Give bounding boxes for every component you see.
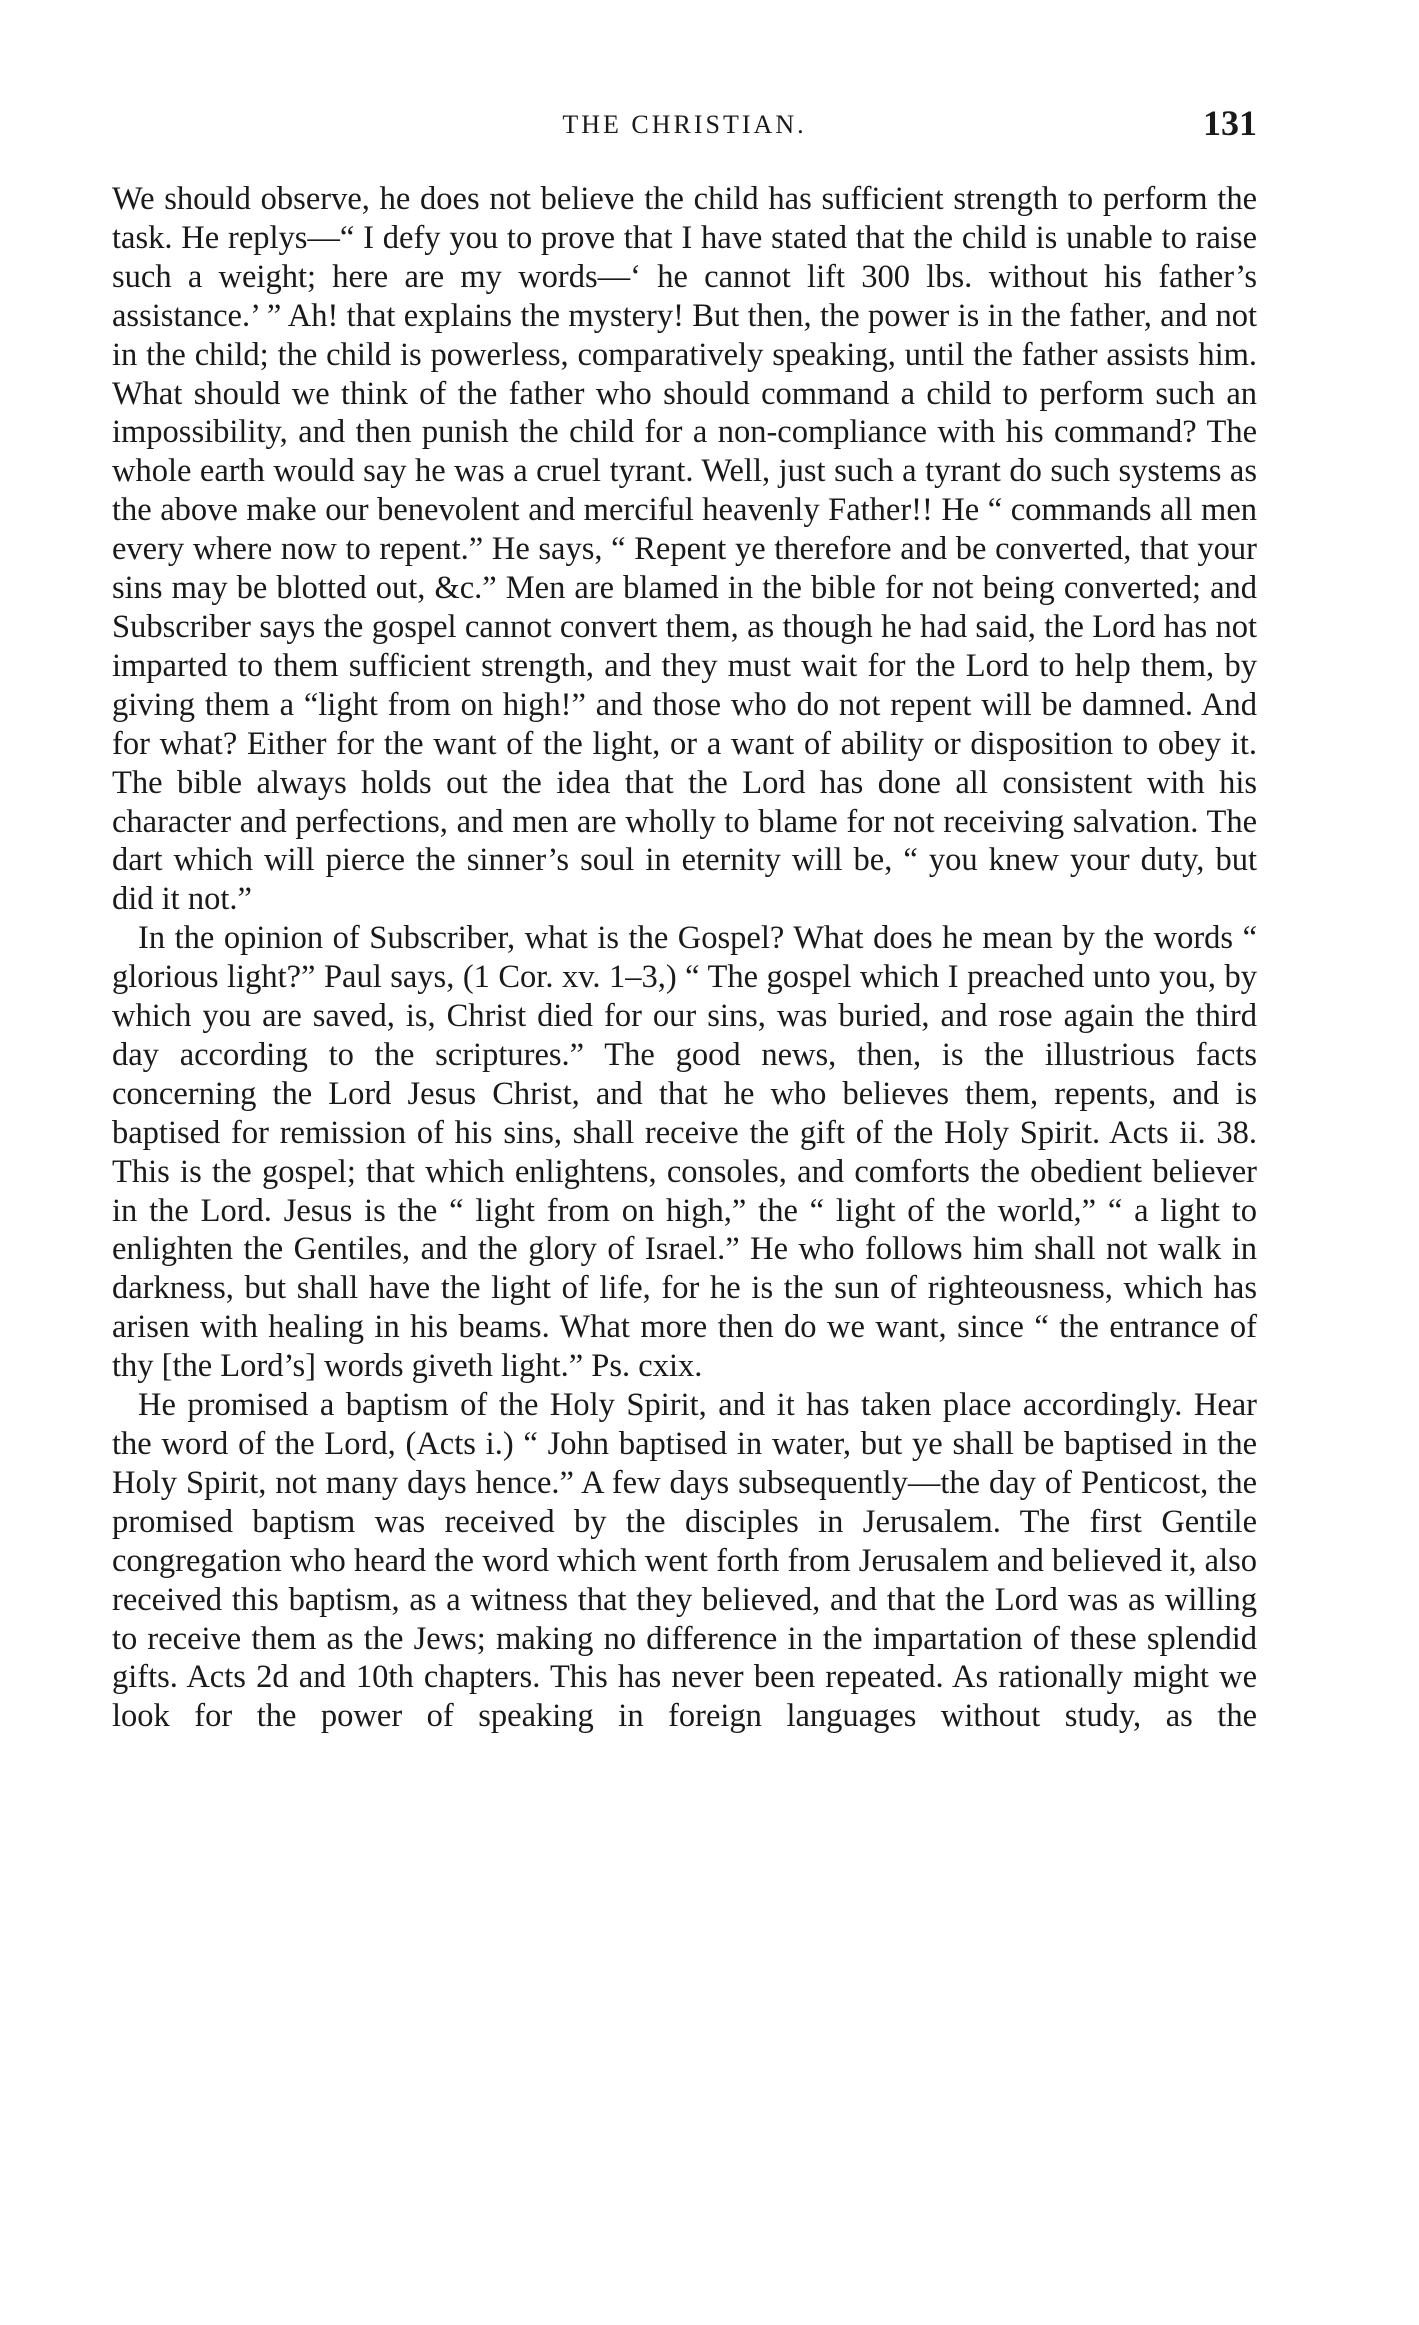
paragraph-1: We should observe, he does not believe the child has sufficient strength to perform the task. He replys—“ I defy you to prove that I have stated that the child is unable to raise such a weight; here are my words—‘ he cannot lift 300 lbs. without his father’s assistance.’ ” Ah! that explains the mystery! But then, the power is in the father, and not in the child; the child is powerless, comparatively speaking, until the father assists him. What should we think of the father who should command a child to perform such an impossibility, and then punish the child for a non-compliance with his command? The whole earth would say he was a cruel tyrant. Well, just such a tyrant do such systems as the above make our benevolent and merciful heavenly Father!! He “ commands all men every where now to repent.” He says, “ Repent ye therefore and be converted, that your sins may be blotted out, &c.” Men are blamed in the bible for not being converted; and Subscriber says the gospel cannot convert them, as though he had said, the Lord has not imparted to them sufficient strength, and they must wait for the Lord to help them, by giving them a “light from on high!” and those who do not repent will be damned. And for what? Either for the want of the light, or a want of ability or disposition to obey it. The bible always holds out the idea that the Lord has done all consistent with his character and perfections, and men are wholly to blame for not receiving salvation. The dart which will pierce the sinner’s soul in eternity will be, “ you knew your duty, but did it not.”	[112, 181, 1257, 918]
page-header	[112, 100, 1257, 150]
page-number: 131	[1203, 103, 1257, 143]
body-text	[112, 180, 1257, 1736]
running-head: THE CHRISTIAN.	[562, 110, 807, 139]
paragraph-3: He promised a baptism of the Holy Spirit, and it has taken place accordingly. Hear the word of the Lord, (Acts i.) “ John baptised in water, but ye shall be baptised in the Holy Spirit, not many days hence.” A few days subsequently—the day of Penticost, the promised baptism was received by the disciples in Jerusalem. The first Gentile congregation who heard the word which went forth from Jerusalem and believed it, also received this baptism, as a witness that they believed, and that the Lord was as willing to receive them as the Jews; making no difference in the impartation of these splendid gifts. Acts 2d and 10th chapters. This has never been repeated. As rationally might we look for the power of speaking in foreign languages without study, as the	[112, 1387, 1257, 1735]
paragraph-2: In the opinion of Subscriber, what is the Gospel? What does he mean by the words “ glorious light?” Paul says, (1 Cor. xv. 1–3,) “ The gospel which I preached unto you, by which you are saved, is, Christ died for our sins, was buried, and rose again the third day according to the scriptures.” The good news, then, is the illustrious facts concerning the Lord Jesus Christ, and that he who believes them, repents, and is baptised for remission of his sins, shall receive the gift of the Holy Spirit. Acts ii. 38. This is the gospel; that which enlightens, consoles, and comforts the obedient believer in the Lord. Jesus is the “ light from on high,” the “ light of the world,” “ a light to enlighten the Gentiles, and the glory of Israel.” He who follows him shall not walk in darkness, but shall have the light of life, for he is the sun of righteousness, which has arisen with healing in his beams. What more then do we want, since “ the entrance of thy [the Lord’s] words giveth light.” Ps. cxix.	[112, 920, 1257, 1385]
